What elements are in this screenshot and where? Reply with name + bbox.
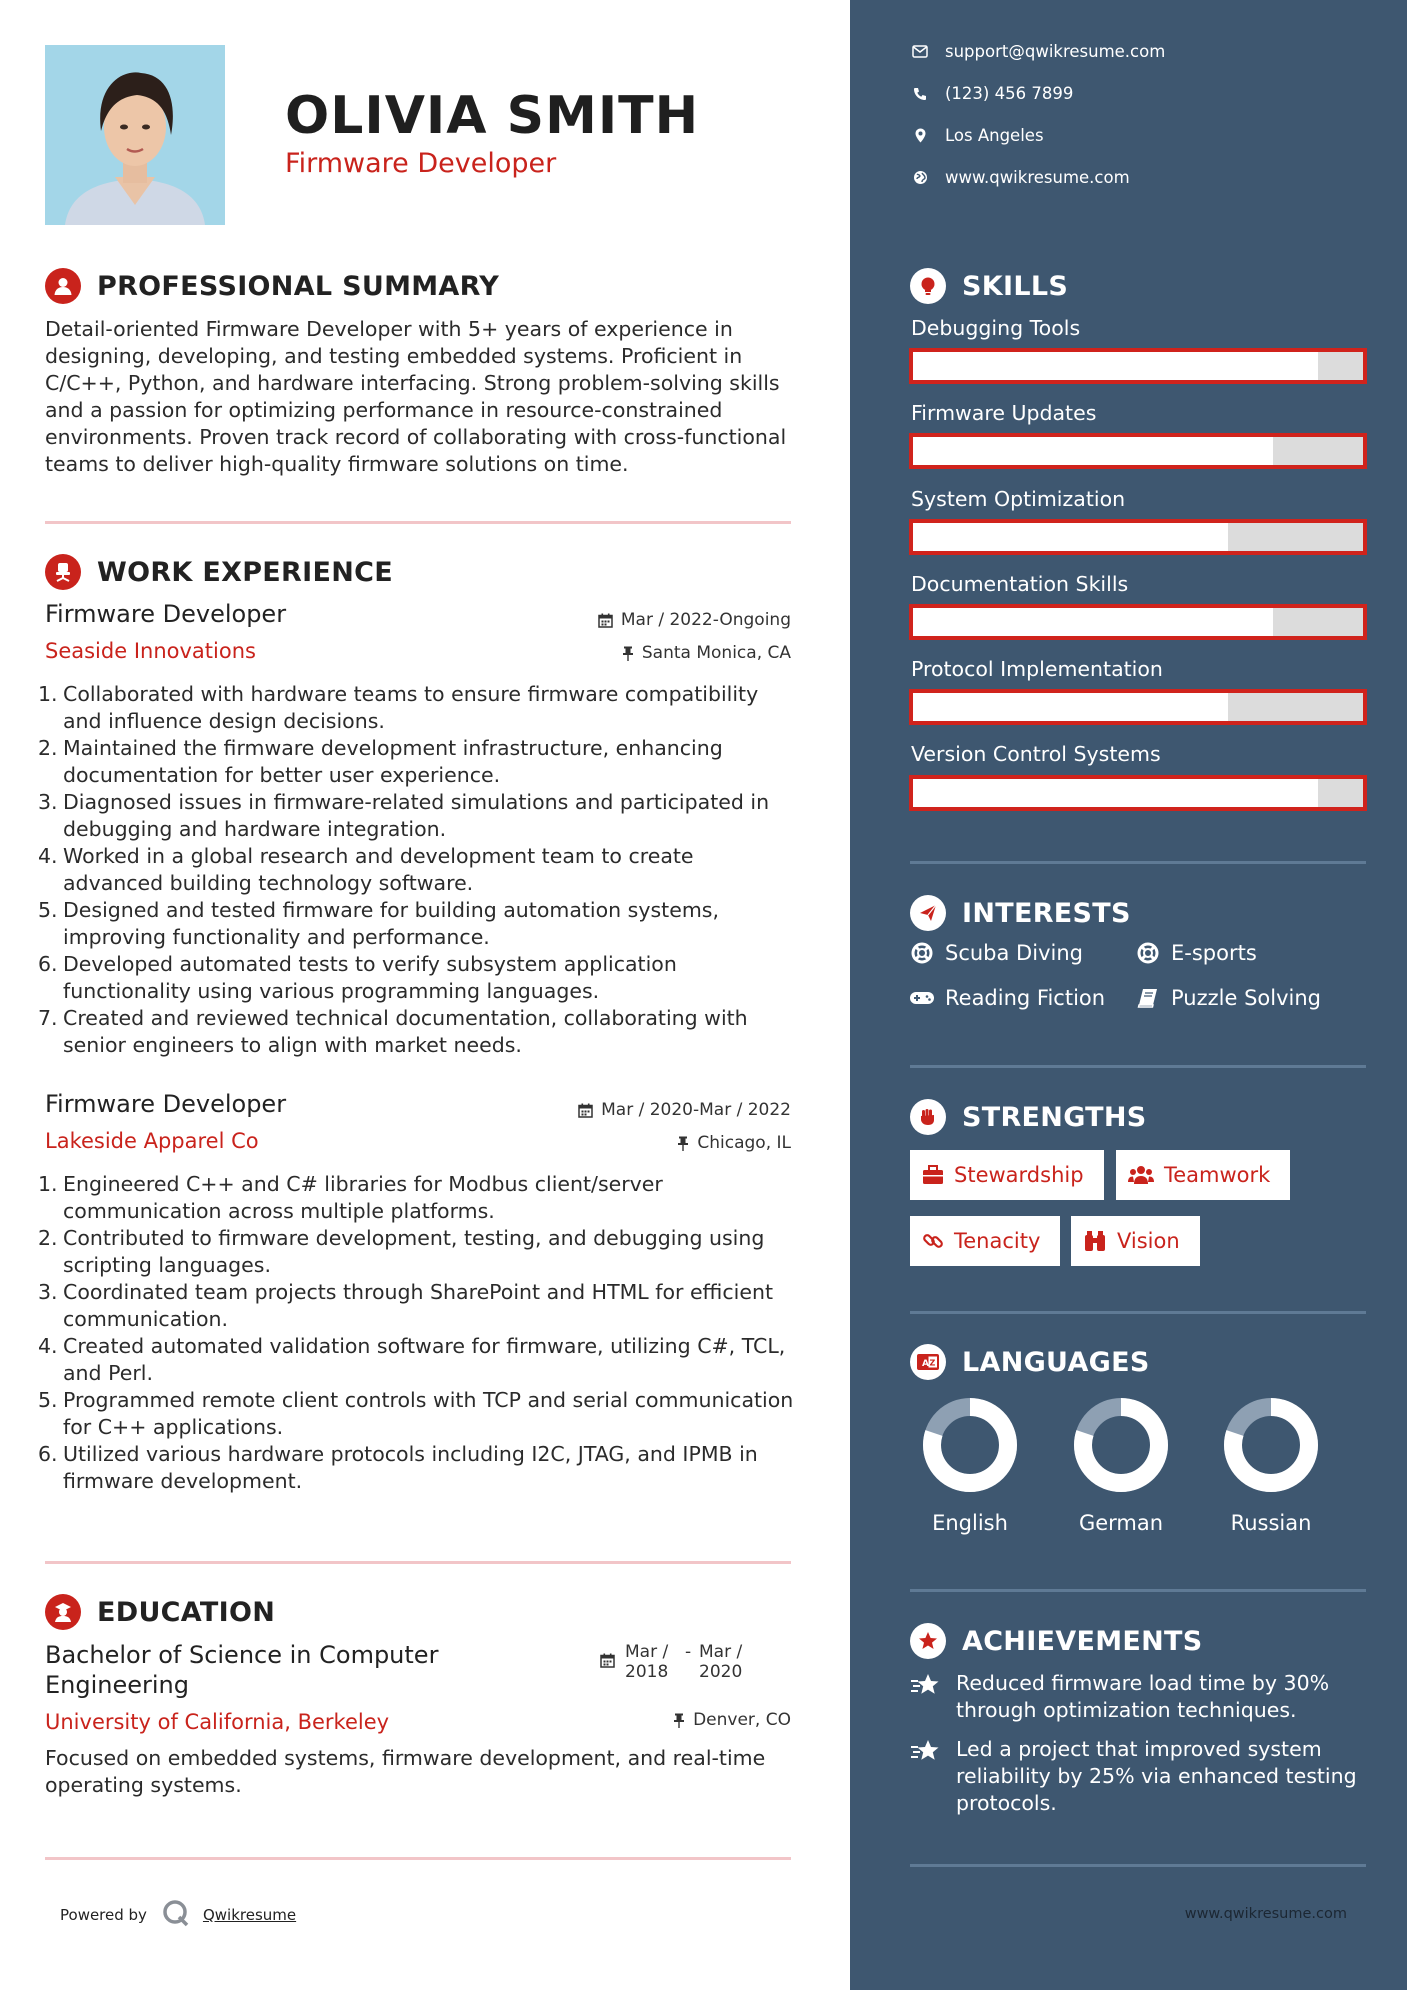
language-label: English xyxy=(932,1511,1008,1535)
job-location xyxy=(677,1133,791,1153)
calendar-icon xyxy=(578,1103,593,1118)
achievement-text: Led a project that improved system reliability by 25% via enhanced testing protocols. xyxy=(956,1737,1357,1815)
skill-bar-fill xyxy=(913,437,1273,465)
star-badge-icon xyxy=(910,1623,946,1659)
skill-label: System Optimization xyxy=(911,487,1126,511)
globe-icon xyxy=(910,170,930,185)
job-dates-text: Mar / 2020-Mar / 2022 xyxy=(601,1100,791,1120)
users-icon xyxy=(1128,1165,1154,1185)
list-item: 2. Contributed to firmware development, testing, and debugging using scripting languages. xyxy=(38,1226,765,1277)
phone-icon xyxy=(910,87,930,101)
skill-bar-fill xyxy=(913,523,1228,551)
achievements-header xyxy=(910,1621,1203,1661)
interests-header xyxy=(910,893,1131,933)
interest-item xyxy=(909,986,1105,1010)
strength-label: Teamwork xyxy=(1164,1163,1271,1187)
fist-icon xyxy=(910,1099,946,1135)
list-item: 1. Engineered C++ and C# libraries for Modbus client/server communication across multiple platforms. xyxy=(38,1172,663,1223)
summary-title: PROFESSIONAL SUMMARY xyxy=(97,270,500,302)
strength-tag xyxy=(1071,1216,1200,1266)
job-company: Seaside Innovations xyxy=(45,639,256,663)
contact-email[interactable] xyxy=(910,42,1165,61)
degree-title xyxy=(45,1640,438,1700)
interest-item xyxy=(1135,941,1257,965)
skill-bar xyxy=(909,519,1367,555)
strength-label: Stewardship xyxy=(954,1163,1084,1187)
skill-bar xyxy=(909,433,1367,469)
list-item: 3. Coordinated team projects through SharePoint and HTML for efficient communication. xyxy=(38,1280,773,1331)
strength-label: Vision xyxy=(1117,1229,1180,1253)
achievements-title: ACHIEVEMENTS xyxy=(962,1625,1203,1657)
job-company: Lakeside Apparel Co xyxy=(45,1129,259,1153)
skill-label: Debugging Tools xyxy=(911,316,1081,340)
paper-plane-icon xyxy=(910,895,946,931)
calendar-icon xyxy=(600,1642,615,1682)
divider xyxy=(910,861,1366,864)
education-text: Focused on embedded systems, firmware development, and real-time operating systems. xyxy=(45,1746,766,1797)
envelope-icon xyxy=(910,45,930,58)
language-item xyxy=(1211,1395,1331,1535)
link-icon xyxy=(922,1230,944,1252)
lightbulb-icon xyxy=(910,268,946,304)
pin-icon xyxy=(673,1713,685,1728)
job-title: Firmware Developer xyxy=(45,1090,287,1118)
qwikresume-logo-icon xyxy=(161,1898,191,1932)
education-start: Mar / 2018 xyxy=(625,1642,669,1682)
education-header xyxy=(45,1592,275,1632)
book-icon xyxy=(1135,988,1161,1008)
divider xyxy=(45,521,791,524)
skill-bar xyxy=(909,689,1367,725)
life-ring-icon xyxy=(1135,942,1161,964)
list-item: 5. Programmed remote client controls with TCP and serial communication for C++ applications. xyxy=(38,1388,794,1439)
education-location-text: Denver, CO xyxy=(693,1710,791,1730)
skill-bar xyxy=(909,348,1367,384)
job-bullets xyxy=(38,1171,798,1495)
skills-title: SKILLS xyxy=(962,270,1069,302)
strength-tag xyxy=(910,1150,1104,1200)
powered-by-label: Powered by xyxy=(60,1906,147,1924)
interest-label: Scuba Diving xyxy=(945,941,1083,965)
briefcase-icon xyxy=(922,1165,944,1185)
strength-tag xyxy=(1116,1150,1290,1200)
skills-header xyxy=(910,266,1068,306)
list-item: 4. Worked in a global research and development team to create advanced building technology software. xyxy=(38,844,694,895)
languages-header xyxy=(910,1342,1150,1382)
achievement-text: Reduced firmware load time by 30% through optimization techniques. xyxy=(956,1671,1330,1722)
language-item xyxy=(1061,1395,1181,1535)
summary-text: Detail-oriented Firmware Developer with 5+ years of experience in designing, developing, and testing embedded systems. Proficient in C/C++, Python, and hardware interfacing. Strong problem-solving skills and a passion for optimizing performance in resource-constrained environments. Proven track record of collaborating with cross-functional teams to deliver high-quality firmware solutions on time. xyxy=(45,317,787,476)
svg-text:A: A xyxy=(922,1359,929,1369)
skill-bar-fill xyxy=(913,352,1318,380)
strength-tag xyxy=(910,1216,1060,1266)
website-text: www.qwikresume.com xyxy=(945,168,1130,187)
svg-text:Z: Z xyxy=(929,1358,936,1368)
list-item: 7. Created and reviewed technical documentation, collaborating with senior engineers to align with market needs. xyxy=(38,1006,748,1057)
skill-bar xyxy=(909,775,1367,811)
graduate-icon xyxy=(45,1594,81,1630)
pin-icon xyxy=(622,646,634,661)
job-title: Firmware Developer xyxy=(45,600,287,628)
work-header xyxy=(45,552,393,592)
strengths-header xyxy=(910,1097,1147,1137)
divider xyxy=(910,1864,1366,1867)
languages-title: LANGUAGES xyxy=(962,1346,1150,1378)
language-label: German xyxy=(1078,1511,1164,1535)
candidate-role: Firmware Developer xyxy=(285,148,557,179)
language-item xyxy=(910,1395,1030,1535)
skill-bar-fill xyxy=(913,693,1228,721)
location-text: Los Angeles xyxy=(945,126,1044,145)
list-item: 5. Designed and tested firmware for building automation systems, improving functionality and performance. xyxy=(38,898,719,949)
list-item: 3. Diagnosed issues in firmware-related simulations and participated in debugging and hardware integration. xyxy=(38,790,770,841)
powered-by xyxy=(60,1898,296,1932)
summary-header xyxy=(45,266,499,306)
degree-line: Engineering xyxy=(45,1671,189,1699)
life-ring-icon xyxy=(909,942,935,964)
skill-label: Documentation Skills xyxy=(911,572,1129,596)
strength-label: Tenacity xyxy=(954,1229,1041,1253)
skill-bar xyxy=(909,604,1367,640)
sidebar xyxy=(850,0,1407,1990)
skill-label: Firmware Updates xyxy=(911,401,1097,425)
map-marker-icon xyxy=(910,128,930,143)
user-icon xyxy=(45,268,81,304)
job-bullets xyxy=(38,681,798,1059)
calendar-icon xyxy=(598,613,613,628)
divider xyxy=(45,1857,791,1860)
skill-label: Version Control Systems xyxy=(911,742,1161,766)
contact-phone xyxy=(910,84,1073,103)
education-dates: Mar / 2018 - Mar / 2020 xyxy=(600,1642,742,1682)
degree-line: Bachelor of Science in Computer xyxy=(45,1641,439,1669)
translate-icon xyxy=(910,1344,946,1380)
school-name: University of California, Berkeley xyxy=(45,1710,390,1734)
job-dates-text: Mar / 2022-Ongoing xyxy=(620,610,791,630)
gamepad-icon xyxy=(909,990,935,1006)
phone-text: (123) 456 7899 xyxy=(945,84,1074,103)
language-ring xyxy=(1071,1395,1171,1495)
profile-photo xyxy=(45,45,225,225)
achievement-item xyxy=(910,1736,1370,1817)
job-dates xyxy=(578,1100,791,1120)
education-end: Mar / 2020 xyxy=(699,1642,743,1682)
job-location xyxy=(622,643,791,663)
strengths-title: STRENGTHS xyxy=(962,1101,1147,1133)
language-label: Russian xyxy=(1230,1511,1312,1535)
education-location xyxy=(673,1710,791,1730)
list-item: 6. Developed automated tests to verify subsystem application functionality using various programming languages. xyxy=(38,952,677,1003)
divider xyxy=(910,1311,1366,1314)
star-icon xyxy=(910,1670,942,1724)
list-item: 4. Created automated validation software for firmware, utilizing C#, TCL, and Perl. xyxy=(38,1334,786,1385)
achievement-item xyxy=(910,1670,1370,1724)
contact-website[interactable] xyxy=(910,168,1130,187)
work-title: WORK EXPERIENCE xyxy=(97,556,393,588)
job-location-text: Santa Monica, CA xyxy=(641,643,791,663)
footer-website[interactable]: www.qwikresume.com xyxy=(1184,1906,1347,1922)
language-ring xyxy=(920,1395,1020,1495)
interest-item xyxy=(1135,986,1321,1010)
email-text: support@qwikresume.com xyxy=(945,42,1166,61)
star-icon xyxy=(910,1736,942,1817)
skill-label: Protocol Implementation xyxy=(911,657,1163,681)
candidate-name: OLIVIA SMITH xyxy=(285,86,700,146)
contact-location xyxy=(910,126,1044,145)
divider xyxy=(45,1561,791,1564)
skill-bar-fill xyxy=(913,608,1273,636)
interest-label: Reading Fiction xyxy=(945,986,1106,1010)
interest-label: E-sports xyxy=(1171,941,1257,965)
language-ring xyxy=(1221,1395,1321,1495)
list-item: 1. Collaborated with hardware teams to ensure firmware compatibility and influence design decisions. xyxy=(38,682,759,733)
pin-icon xyxy=(677,1136,689,1151)
skill-bar-fill xyxy=(913,779,1318,807)
interest-label: Puzzle Solving xyxy=(1171,986,1321,1010)
job-dates xyxy=(598,610,791,630)
binoculars-icon xyxy=(1083,1230,1107,1252)
job-location-text: Chicago, IL xyxy=(697,1133,791,1153)
interests-title: INTERESTS xyxy=(962,897,1131,929)
list-item: 2. Maintained the firmware development infrastructure, enhancing documentation for better user experience. xyxy=(38,736,723,787)
education-title: EDUCATION xyxy=(97,1596,276,1628)
interest-item xyxy=(909,941,1083,965)
divider xyxy=(910,1065,1366,1068)
chair-icon xyxy=(45,554,81,590)
divider xyxy=(910,1589,1366,1592)
list-item: 6. Utilized various hardware protocols including I2C, JTAG, and IPMB in firmware development. xyxy=(38,1442,758,1493)
qwikresume-link[interactable]: Qwikresume xyxy=(202,1906,297,1924)
